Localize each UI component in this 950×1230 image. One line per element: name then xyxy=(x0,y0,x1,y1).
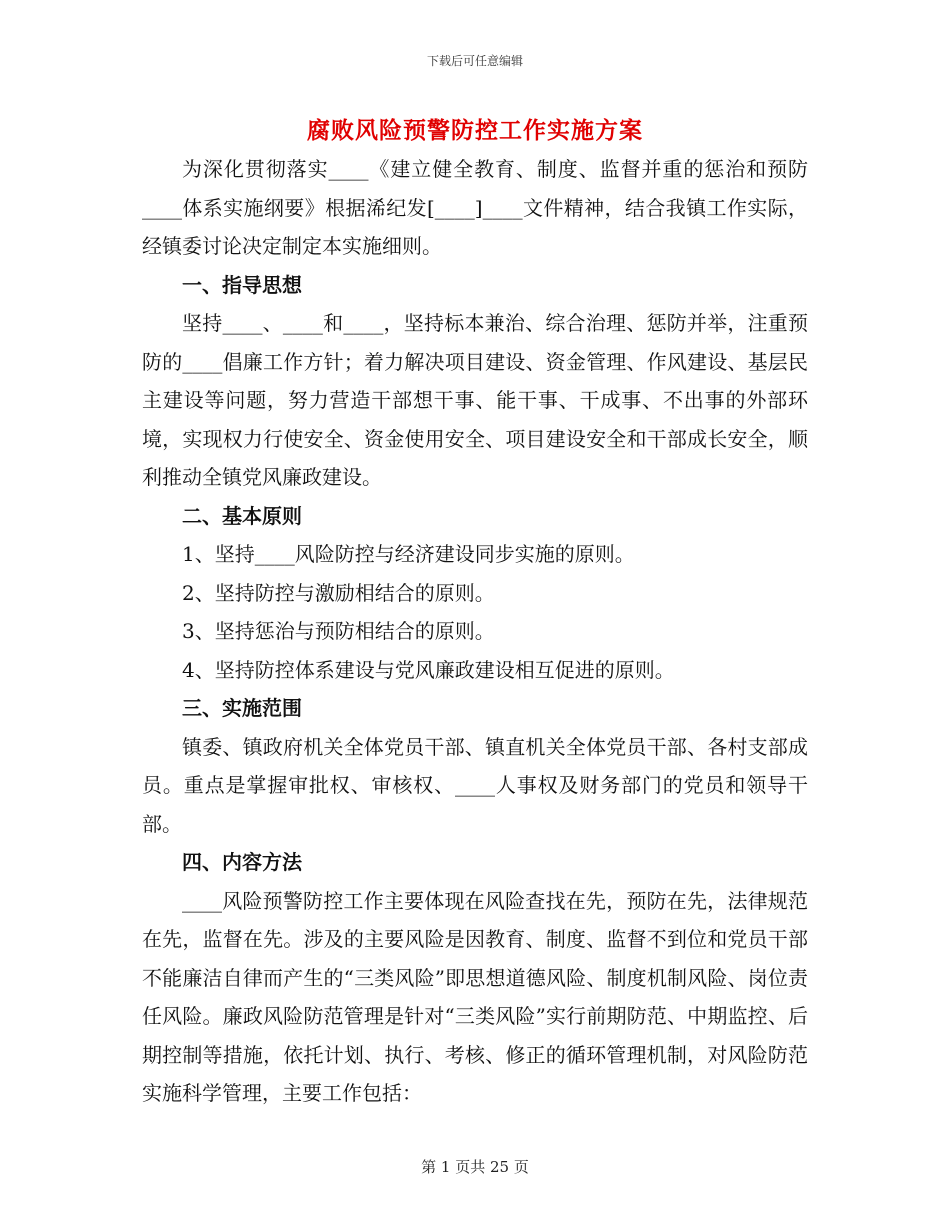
principle-item: 1、坚持____风险防控与经济建设同步实施的原则。 xyxy=(182,542,635,566)
principle-item: 3、坚持惩治与预防相结合的原则。 xyxy=(182,619,495,643)
section-heading-guiding-ideology: 一、指导思想 xyxy=(182,272,302,297)
header-note: 下载后可任意编辑 xyxy=(426,54,523,68)
principle-item: 2、坚持防控与激励相结合的原则。 xyxy=(182,580,495,605)
section-heading-content-methods: 四、内容方法 xyxy=(182,850,302,874)
principle-item: 4、坚持防控体系建设与党风廉政建设相互促进的原则。 xyxy=(182,657,675,682)
document-body xyxy=(142,150,808,1113)
document-title: 腐败风险预警防控工作实施方案 xyxy=(307,117,643,144)
section-paragraph: 镇委、镇政府机关全体党员干部、镇直机关全体党员干部、各村支部成员。重点是掌握审批权、审核权、____人事权及财务部门的党员和领导干部。 xyxy=(142,734,808,836)
section-heading-scope: 三、实施范围 xyxy=(182,696,302,720)
section-heading-basic-principles: 二、基本原则 xyxy=(182,503,302,528)
section-paragraph: ____风险预警防控工作主要体现在风险查找在先，预防在先，法律规范在先，监督在先。涉及的主要风险是因教育、制度、监督不到位和党员干部不能廉洁自律而产生的“三类风险”即思想道德风险、制度机制风险、岗位责任风险。廉政风险防范管理是针对“三类风险”实行前期防范、中期监控、后期控制等措施，依托计划、执行、考核、修正的循环管理机制，对风险防范实施科学管理，主要工作包括： xyxy=(142,888,808,1105)
section-paragraph: 坚持____、____和____，坚持标本兼治、综合治理、惩防并举，注重预防的____倡廉工作方针；着力解决项目建设、资金管理、作风建设、基层民主建设等问题，努力营造干部想干事、能干事、干成事、不出事的外部环境，实现权力行使安全、资金使用安全、项目建设安全和干部成长安全，顺利推动全镇党风廉政建设。 xyxy=(142,311,808,489)
intro-paragraph: 为深化贯彻落实____《建立健全教育、制度、监督并重的惩治和预防____体系实施纲要》根据浠纪发[____]____文件精神，结合我镇工作实际，经镇委讨论决定制定本实施细则。 xyxy=(142,157,808,258)
page-footer: 第 1 页共 25 页 xyxy=(421,1158,529,1176)
